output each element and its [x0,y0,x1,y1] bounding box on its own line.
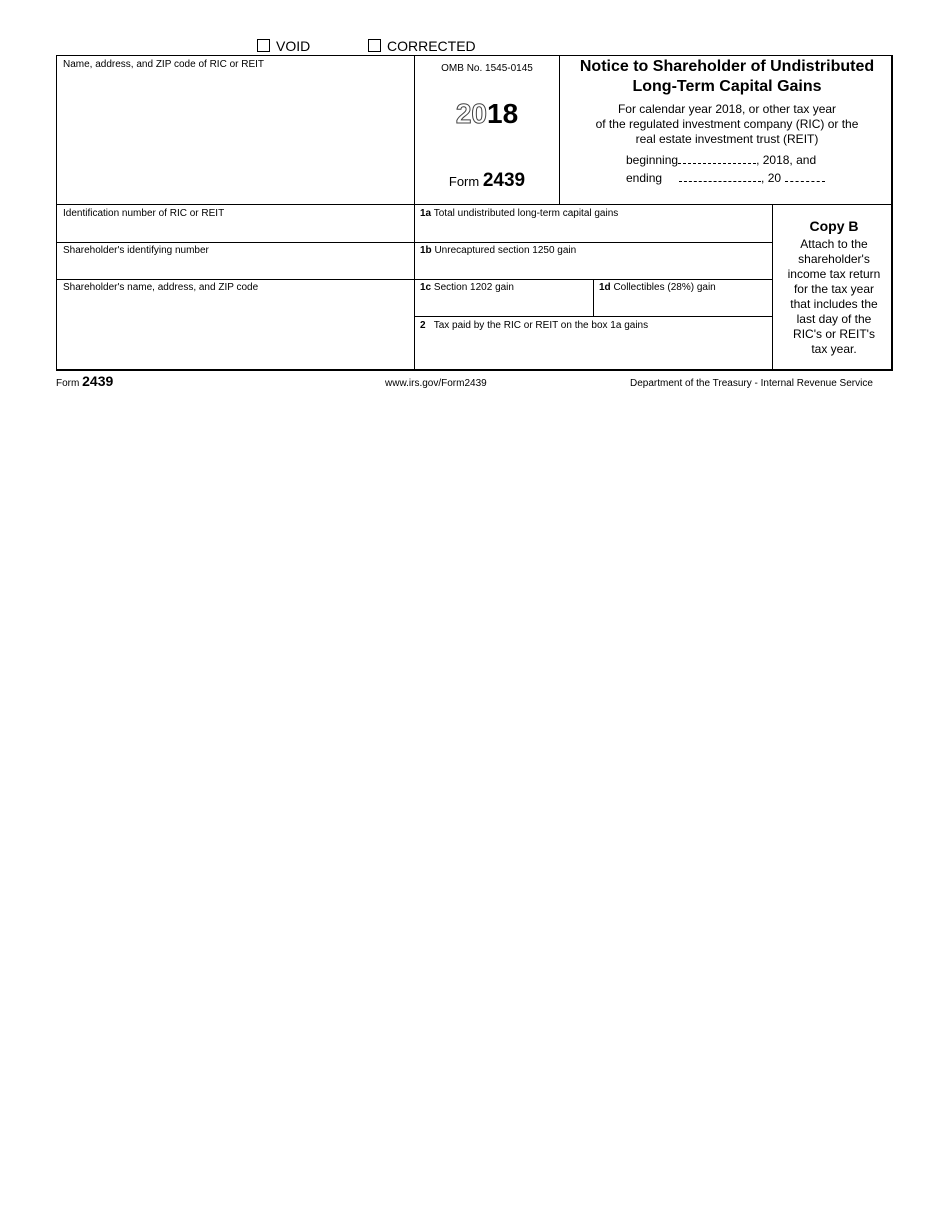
footer-department: Department of the Treasury - Internal Revenue Service [630,378,873,389]
footer-form-number [56,373,113,389]
beginning-date-line [626,152,816,167]
copy-b-instructions [773,237,895,357]
corrected-checkbox[interactable] [368,39,381,52]
ending-date-field[interactable] [679,170,761,182]
shareholder-id-field[interactable]: Shareholder's identifying number [63,245,209,256]
form-number: 2439 [482,170,526,191]
copy-b-line: shareholder's [798,252,870,266]
copy-b-line: last day of the [796,312,872,326]
ric-name-field[interactable]: Name, address, and ZIP code of RIC or REIT [63,59,265,70]
copy-b-line: RIC's or REIT's [793,327,875,341]
box-1c-number: 1c [420,282,432,293]
tax-year [415,98,559,130]
ending-year-field[interactable] [785,170,825,182]
shareholder-name-field[interactable]: Shareholder's name, address, and ZIP code [63,282,259,293]
box-1c-label: Section 1202 gain [433,282,514,293]
beginning-suffix: , 2018, and [756,153,817,167]
tax-year-outline: 20 [455,98,487,129]
divider-header [57,204,892,205]
form-title-line2: Long-Term Capital Gains [632,78,822,95]
ric-id-field[interactable]: Identification number of RIC or REIT [63,208,225,219]
box-1c-field[interactable] [420,282,514,294]
box-2-label: Tax paid by the RIC or REIT on the box 1a gains [433,320,649,331]
copy-b-line: income tax return [787,267,881,281]
tax-year-description [560,102,894,147]
form-title-line1: Notice to Shareholder of Undistributed [579,58,875,75]
form-number-label [415,170,559,192]
omb-number: OMB No. 1545-0145 [441,63,533,74]
beginning-label: beginning [626,153,679,167]
void-checkbox-group[interactable] [257,38,310,54]
box-2-number: 2 [420,320,426,331]
corrected-label: CORRECTED [387,38,476,54]
box-2-field[interactable] [420,320,648,332]
form-2439 [56,55,893,371]
copy-b-line: for the tax year [793,282,875,296]
copy-b-line: tax year. [811,342,857,356]
ending-label: ending [626,171,663,185]
void-checkbox[interactable] [257,39,270,52]
footer-url[interactable]: www.irs.gov/Form2439 [385,378,487,389]
copy-b-title: Copy B [809,218,859,234]
subtitle-line3: real estate investment trust (REIT) [635,132,819,146]
box-1d-label: Collectibles (28%) gain [613,282,716,293]
tax-year-solid: 18 [487,98,519,129]
beginning-date-field[interactable] [678,152,756,164]
box-1d-field[interactable] [599,282,716,294]
box-1a-field[interactable] [420,208,618,220]
subtitle-line1: For calendar year 2018, or other tax year [617,102,837,116]
box-1b-label: Unrecaptured section 1250 gain [434,245,577,256]
subtitle-line2: of the regulated investment company (RIC) or the [595,117,859,131]
footer-form-prefix: Form [56,378,80,389]
box-1a-label: Total undistributed long-term capital gains [433,208,619,219]
box-1b-field[interactable] [420,245,576,257]
footer-form-num: 2439 [82,373,114,389]
box-1a-number: 1a [420,208,432,219]
copy-b-line: that includes the [790,297,878,311]
divider-row-3 [414,316,772,317]
corrected-checkbox-group[interactable] [368,38,476,54]
ending-date-line [626,170,825,185]
box-1d-number: 1d [599,282,611,293]
form-title [560,57,894,97]
ending-suffix: , 20 [761,171,782,185]
divider-1c-1d [593,279,594,316]
form-prefix: Form [448,174,480,189]
copy-b-line: Attach to the [800,237,868,251]
void-label: VOID [276,38,311,54]
box-1b-number: 1b [420,245,432,256]
